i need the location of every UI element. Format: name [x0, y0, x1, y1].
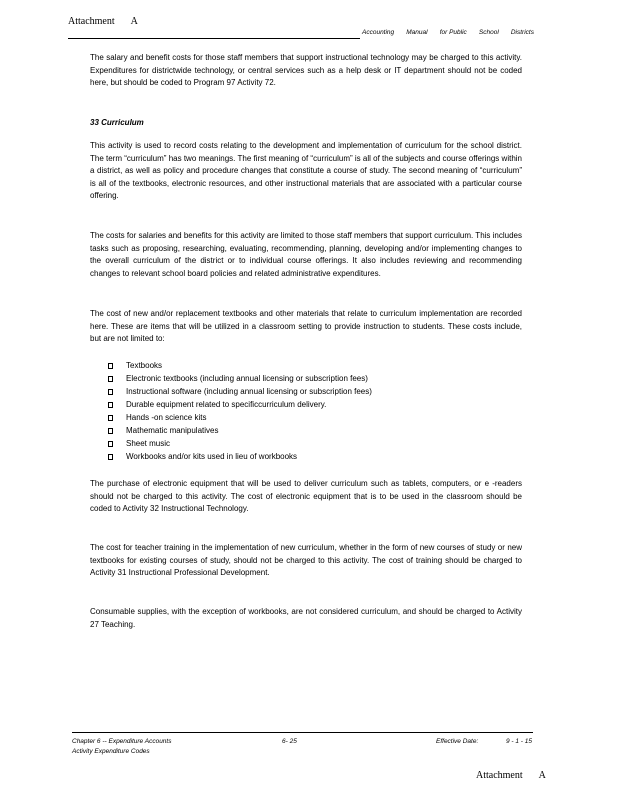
list-item [108, 437, 372, 450]
section-heading: 33 Curriculum [90, 118, 144, 127]
attachment-label: Attachment [476, 770, 523, 781]
manual-word: Districts [510, 29, 534, 36]
curriculum-paragraph: The costs for salaries and benefits for this activity are limited to those staff members that support curriculum. This includes tasks such as proposing, researching, evaluating, recommending, planning, developing and/or implementing changes to the overall curriculum of the district or to individual course offerings. It also includes reviewing and recommending changes to relevant school board policies and related administrative expenditures. [90, 231, 522, 278]
list-item [108, 398, 372, 411]
list-item [108, 372, 372, 385]
list-item-text: Sheet music [126, 439, 171, 448]
curriculum-paragraph: This activity is used to record costs relating to the development and implementation of curriculum for the school district. The term “curriculum” has two meanings. The first meaning of “curriculum” is all of the subjects and course offerings within a district, as well as policy and procedure changes that constitute a course of study. The second meaning of “curriculum” is all of the textbooks, electronic resources, and other instructional materials that are associated with a particular course offering. [90, 141, 522, 200]
attachment-letter: A [130, 16, 138, 27]
list-item [108, 424, 372, 437]
footer-codes: Activity Expenditure Codes [72, 748, 150, 755]
checkbox-icon [108, 454, 113, 460]
manual-word: Accounting [362, 29, 395, 36]
checkbox-icon [108, 376, 113, 382]
intro-paragraph: The salary and benefit costs for those staff members that support instructional technology may be charged to this activity. Expenditures for districtwide technology, or central services such as a help desk or IT department should not be coded here, but should be coded to Program 97 Activity 72. [90, 53, 522, 87]
curriculum-paragraph: The cost of new and/or replacement textbooks and other materials that relate to curriculum implementation are recorded here. These are items that will be utilized in a classroom setting to provide instruction to students. These costs include, but are not limited to: [90, 309, 522, 343]
manual-title [362, 29, 534, 36]
footer-rule [72, 732, 533, 733]
list-item [108, 359, 372, 372]
checkbox-icon [108, 389, 113, 395]
checkbox-icon [108, 363, 113, 369]
list-item [108, 411, 372, 424]
header-rule [68, 38, 360, 39]
list-item-text: Durable equipment related to specificcurriculum delivery. [126, 400, 327, 409]
curriculum-paragraph-block-1 [90, 140, 522, 203]
attachment-label-top [68, 16, 138, 27]
footer-effective-date: 9 - 1 - 15 [506, 738, 533, 745]
attachment-label-bottom [476, 770, 546, 781]
list-item-text: Electronic textbooks (including annual licensing or subscription fees) [126, 374, 368, 383]
manual-word: for Public [439, 29, 467, 36]
checkbox-icon [108, 428, 113, 434]
curriculum-paragraph: Consumable supplies, with the exception of workbooks, are not considered curriculum, and should be charged to Activity 27 Teaching. [90, 607, 522, 629]
curriculum-paragraph: The purchase of electronic equipment that will be used to deliver curriculum such as tablets, computers, or e -readers should not be charged to this activity. The cost of electronic equipment that is to be used in the classroom should be coded to Activity 32 Instructional Technology. [90, 479, 522, 513]
list-item-text: Hands -on science kits [126, 413, 207, 422]
footer-chapter: Chapter 6 -- Expenditure Accounts [72, 738, 172, 745]
list-item-text: Workbooks and/or kits used in lieu of workbooks [126, 452, 298, 461]
list-item-text: Mathematic manipulatives [126, 426, 219, 435]
attachment-letter: A [538, 770, 546, 781]
checkbox-icon [108, 415, 113, 421]
checkbox-icon [108, 402, 113, 408]
manual-word: School [478, 29, 499, 36]
list-item [108, 450, 372, 463]
cost-items-list [108, 359, 372, 463]
checkbox-icon [108, 441, 113, 447]
curriculum-paragraph-block-4 [90, 478, 522, 516]
attachment-label: Attachment [68, 16, 115, 27]
curriculum-paragraph-block-2 [90, 230, 522, 280]
footer-page-number: 6- 25 [282, 738, 297, 745]
footer-effective-label: Effective Date: [436, 738, 479, 745]
list-item-text: Instructional software (including annual licensing or subscription fees) [126, 387, 372, 396]
curriculum-paragraph-block-6 [90, 606, 522, 631]
curriculum-paragraph: The cost for teacher training in the implementation of new curriculum, whether in the form of new courses of study or new textbooks for existing courses of study, should not be charged to this activity. The cost of training should be charged to Activity 31 Instructional Professional Development. [90, 543, 522, 577]
list-item [108, 385, 372, 398]
list-item-text: Textbooks [126, 361, 163, 370]
curriculum-paragraph-block-5 [90, 542, 522, 580]
curriculum-paragraph-block-3 [90, 308, 522, 346]
intro-paragraph-block [90, 52, 522, 90]
manual-word: Manual [406, 29, 428, 36]
